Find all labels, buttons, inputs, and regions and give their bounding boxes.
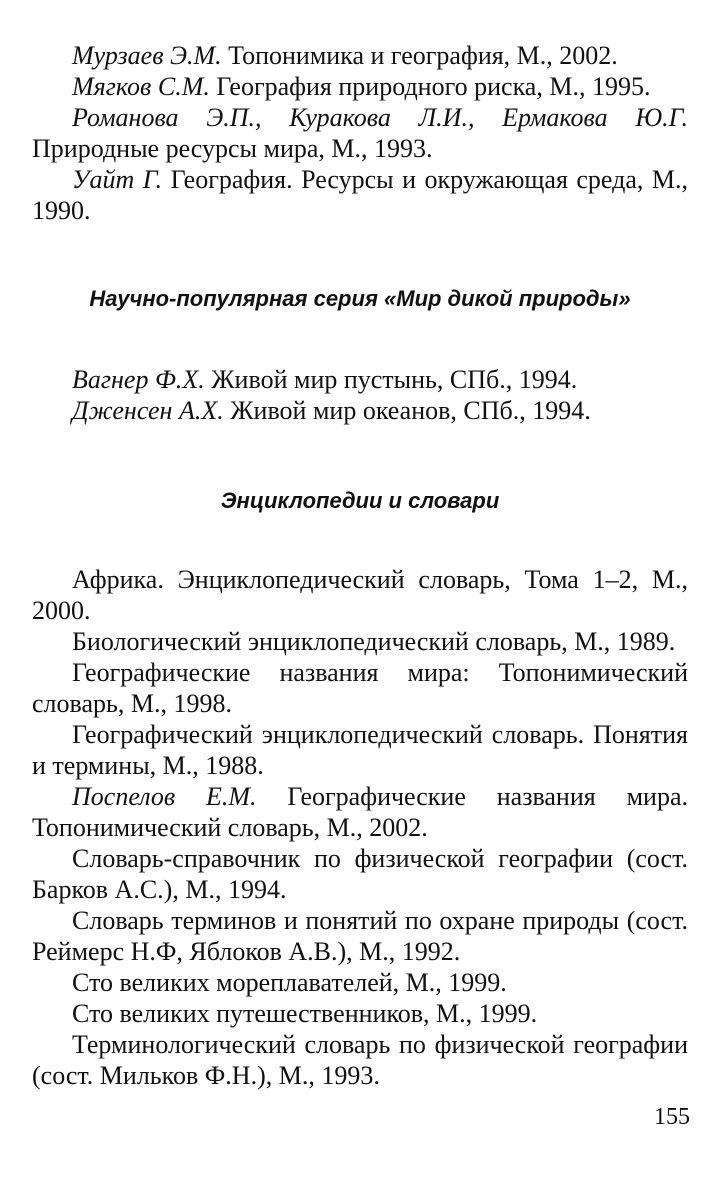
reference-author: Вагнер Ф.Х. [72,365,205,394]
reference-text: Живой мир океанов, СПб., 1994. [223,396,591,425]
reference-entry [32,843,688,905]
reference-entry [32,71,688,102]
reference-text: Природные ресурсы мира, М., 1993. [32,134,433,163]
reference-entry [32,905,688,967]
reference-text: Географические названия мира. Топонимический словарь, М., 2002. [32,782,688,842]
reference-list-encyclopedias [32,564,688,1091]
reference-text: География. Ресурсы и окружающая среда, М., 1990. [32,165,688,225]
reference-entry [32,719,688,781]
reference-text: Географический энциклопедический словарь. Понятия и термины, М., 1988. [32,720,688,780]
reference-author: Уайт Г. [72,165,163,194]
reference-author: Дженсен А.Х. [72,396,224,425]
reference-list-popular [32,364,688,426]
reference-list-general [32,40,688,226]
reference-entry [32,564,688,626]
reference-author: Романова Э.П., Куракова Л.И., Ермакова Ю.Г. [72,103,688,132]
reference-entry [32,40,688,71]
reference-author: Мягков С.М. [72,72,210,101]
reference-text: Словарь-справочник по физической географии (сост. Барков А.С.), М., 1994. [32,844,688,904]
section-heading: Энциклопедии и словари [220,488,500,513]
section-heading: Научно-популярная серия «Мир дикой природы» [89,286,631,311]
reference-text: Словарь терминов и понятий по охране природы (сост. Реймерс Н.Ф, Яблоков А.В.), М., 1992. [32,906,688,966]
reference-text: Африка. Энциклопедический словарь, Тома 1–2, М., 2000. [32,565,688,625]
page-number: 155 [654,1104,690,1130]
reference-entry [32,364,688,395]
reference-text: Сто великих путешественников, М., 1999. [72,999,538,1028]
reference-text: Географические названия мира: Топонимический словарь, М., 1998. [32,658,688,718]
page-content [32,40,688,1091]
reference-entry [32,998,688,1029]
reference-text: Терминологический словарь по физической географии (сост. Мильков Ф.Н.), М., 1993. [32,1030,688,1090]
reference-entry [32,395,688,426]
reference-text: Топонимика и география, М., 2002. [221,41,618,70]
reference-entry [32,657,688,719]
reference-author: Поспелов Е.М. [72,782,257,811]
reference-text: Сто великих мореплавателей, М., 1999. [72,968,507,997]
reference-entry [32,164,688,226]
reference-text: География природного риска, М., 1995. [209,72,651,101]
reference-entry [32,967,688,998]
reference-entry [32,626,688,657]
reference-entry [32,102,688,164]
reference-author: Мурзаев Э.М. [72,41,222,70]
reference-text: Биологический энциклопедический словарь, М., 1989. [72,627,676,656]
reference-text: Живой мир пустынь, СПб., 1994. [204,365,578,394]
reference-entry [32,781,688,843]
reference-entry [32,1029,688,1091]
